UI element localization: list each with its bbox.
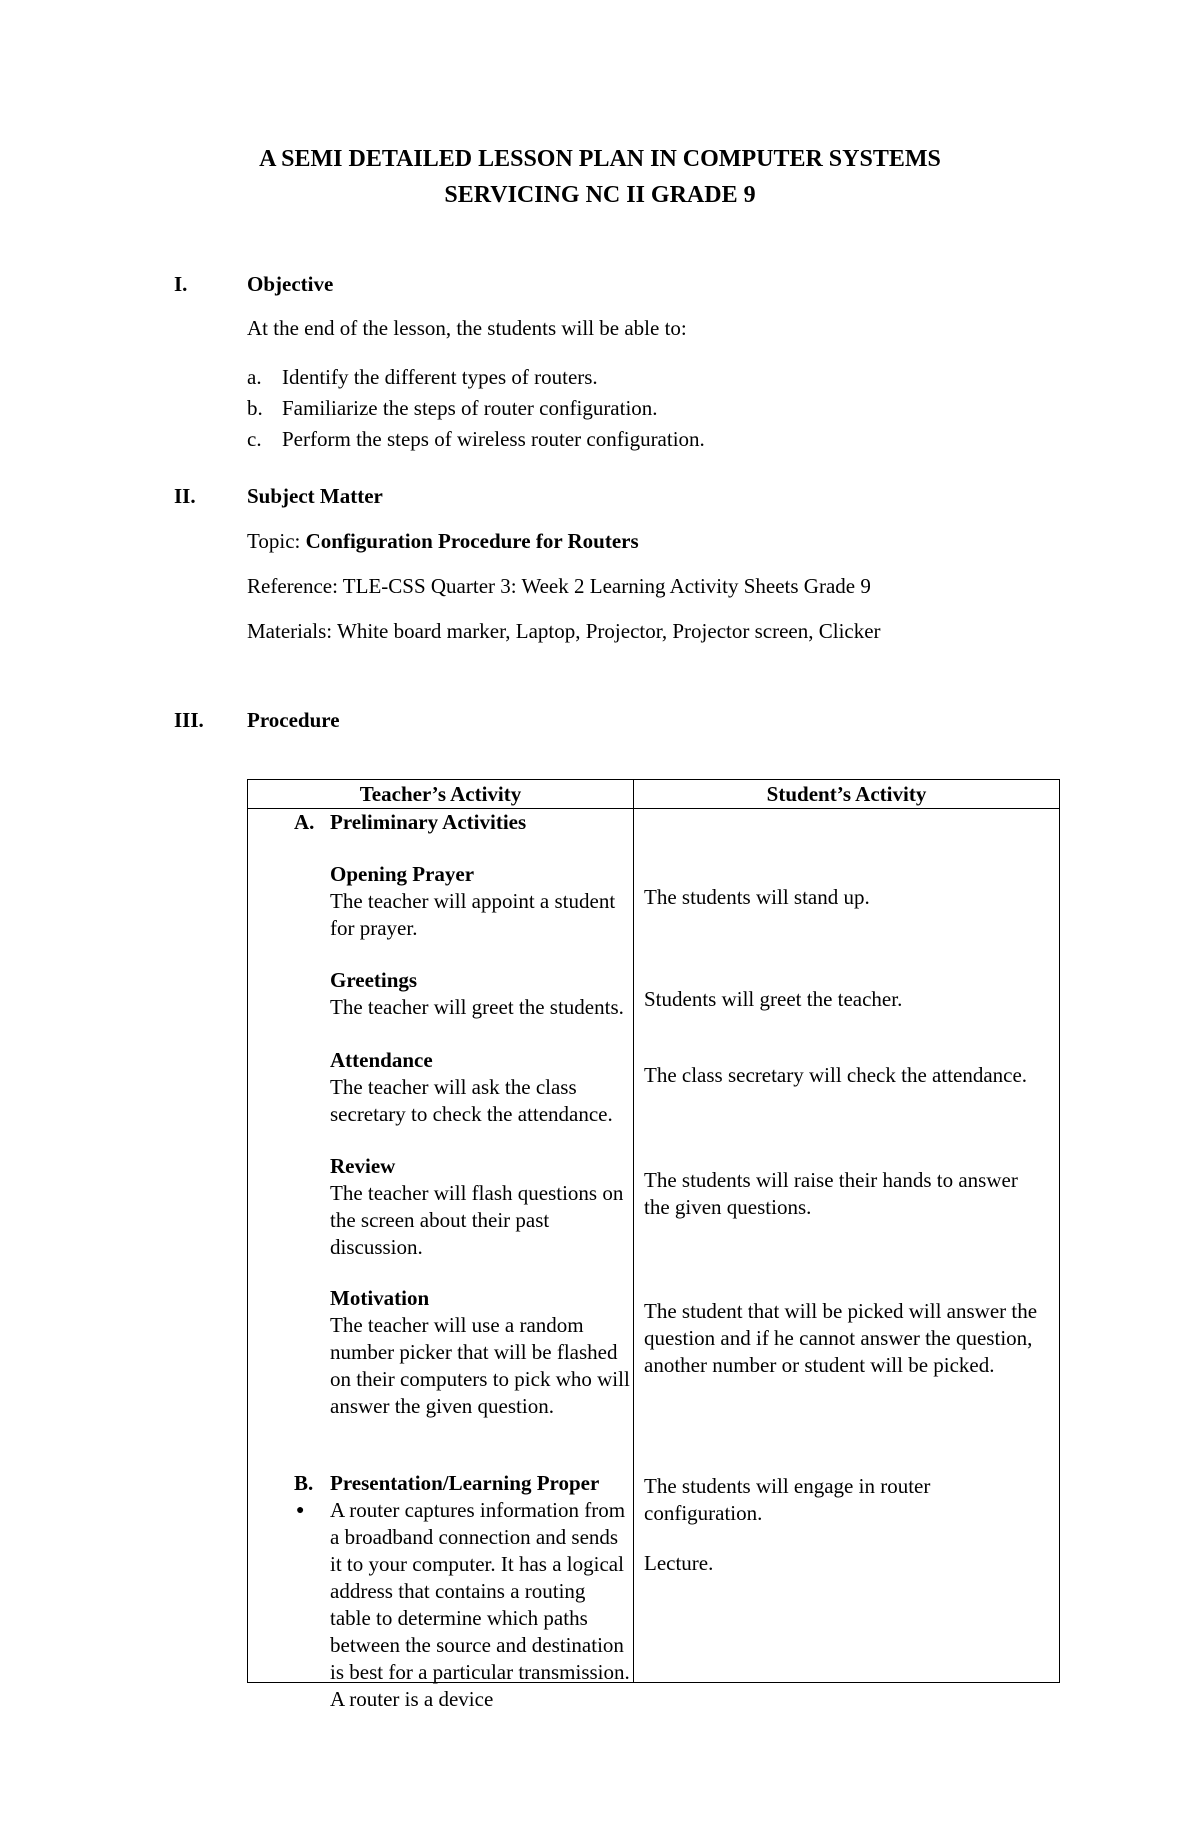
list-item-text: Perform the steps of wireless router configuration.: [282, 427, 705, 451]
list-item-text: Familiarize the steps of router configuration.: [282, 396, 658, 420]
student-activity-text: The students will raise their hands to answer the given questions.: [644, 1168, 1018, 1219]
materials-line: Materials: White board marker, Laptop, Projector, Projector screen, Clicker: [247, 619, 881, 643]
topic-line: [247, 529, 639, 554]
topic-label: Topic:: [247, 529, 306, 553]
student-activity-text: Lecture.: [644, 1551, 714, 1575]
list-item-letter: c.: [247, 427, 262, 451]
teacher-activity-text: The teacher will appoint a student for prayer.: [330, 889, 616, 940]
activity-title: Motivation: [330, 1286, 430, 1310]
document-title-line-1: A SEMI DETAILED LESSON PLAN IN COMPUTER SYSTEMS: [259, 146, 941, 172]
procedure-table: [247, 779, 1060, 1711]
activity-title: Opening Prayer: [330, 862, 475, 886]
column-header-teacher: Teacher’s Activity: [248, 780, 634, 809]
section-b-title: Presentation/Learning Proper: [330, 1471, 600, 1495]
student-activity-text: The students will engage in router configuration.: [644, 1474, 931, 1525]
section-heading-procedure: Procedure: [247, 708, 340, 732]
objective-list: [247, 362, 705, 455]
bullet-icon: ●: [296, 1503, 305, 1518]
section-numeral-procedure: III.: [174, 708, 204, 732]
section-numeral-objective: I.: [174, 272, 188, 296]
activity-title: Review: [330, 1154, 396, 1178]
section-a-label: A.: [294, 810, 315, 834]
activity-title: Attendance: [330, 1048, 433, 1072]
reference-line: Reference: TLE-CSS Quarter 3: Week 2 Learning Activity Sheets Grade 9: [247, 574, 871, 598]
student-activity-cell: [634, 809, 1060, 1683]
student-activity-text: The student that will be picked will answer the question and if he cannot answer the question, another number or student will be picked.: [644, 1299, 1038, 1377]
list-item-letter: a.: [247, 365, 262, 389]
list-item: [247, 362, 705, 393]
list-item: [247, 393, 705, 424]
table-row: [248, 809, 1060, 1683]
list-item-letter: b.: [247, 396, 263, 420]
teacher-activity-text: The teacher will greet the students.: [330, 995, 624, 1019]
section-b-label: B.: [294, 1471, 314, 1495]
student-activity-text: Students will greet the teacher.: [644, 987, 903, 1011]
objective-intro: At the end of the lesson, the students will be able to:: [247, 316, 687, 340]
document-title-line-2: SERVICING NC II GRADE 9: [444, 182, 756, 208]
teacher-activity-text: The teacher will ask the class secretary to check the attendance.: [330, 1075, 613, 1126]
student-activity-text: The class secretary will check the attendance.: [644, 1063, 1028, 1087]
column-header-student: Student’s Activity: [634, 780, 1060, 809]
activity-title: Greetings: [330, 968, 418, 992]
list-item-text: Identify the different types of routers.: [282, 365, 598, 389]
list-item: [247, 424, 705, 455]
section-heading-subject-matter: Subject Matter: [247, 484, 383, 508]
lecture-bullet-text: A router captures information from a broadband connection and sends it to your computer. It has a logical address that contains a routing table to determine which paths between the source and destination is best for a particular transmission. A router is a device: [330, 1498, 630, 1711]
teacher-activity-cell: [248, 809, 634, 1711]
table-header-row: [248, 780, 1060, 809]
student-activity-text: The students will stand up.: [644, 885, 870, 909]
teacher-activity-text: The teacher will flash questions on the screen about their past discussion.: [330, 1181, 624, 1259]
topic-value: Configuration Procedure for Routers: [305, 529, 639, 553]
section-heading-objective: Objective: [247, 272, 334, 296]
section-a-title: Preliminary Activities: [330, 810, 527, 834]
teacher-activity-text: The teacher will use a random number picker that will be flashed on their computers to pick who will answer the given question.: [330, 1313, 630, 1418]
section-numeral-subject-matter: II.: [174, 484, 196, 508]
